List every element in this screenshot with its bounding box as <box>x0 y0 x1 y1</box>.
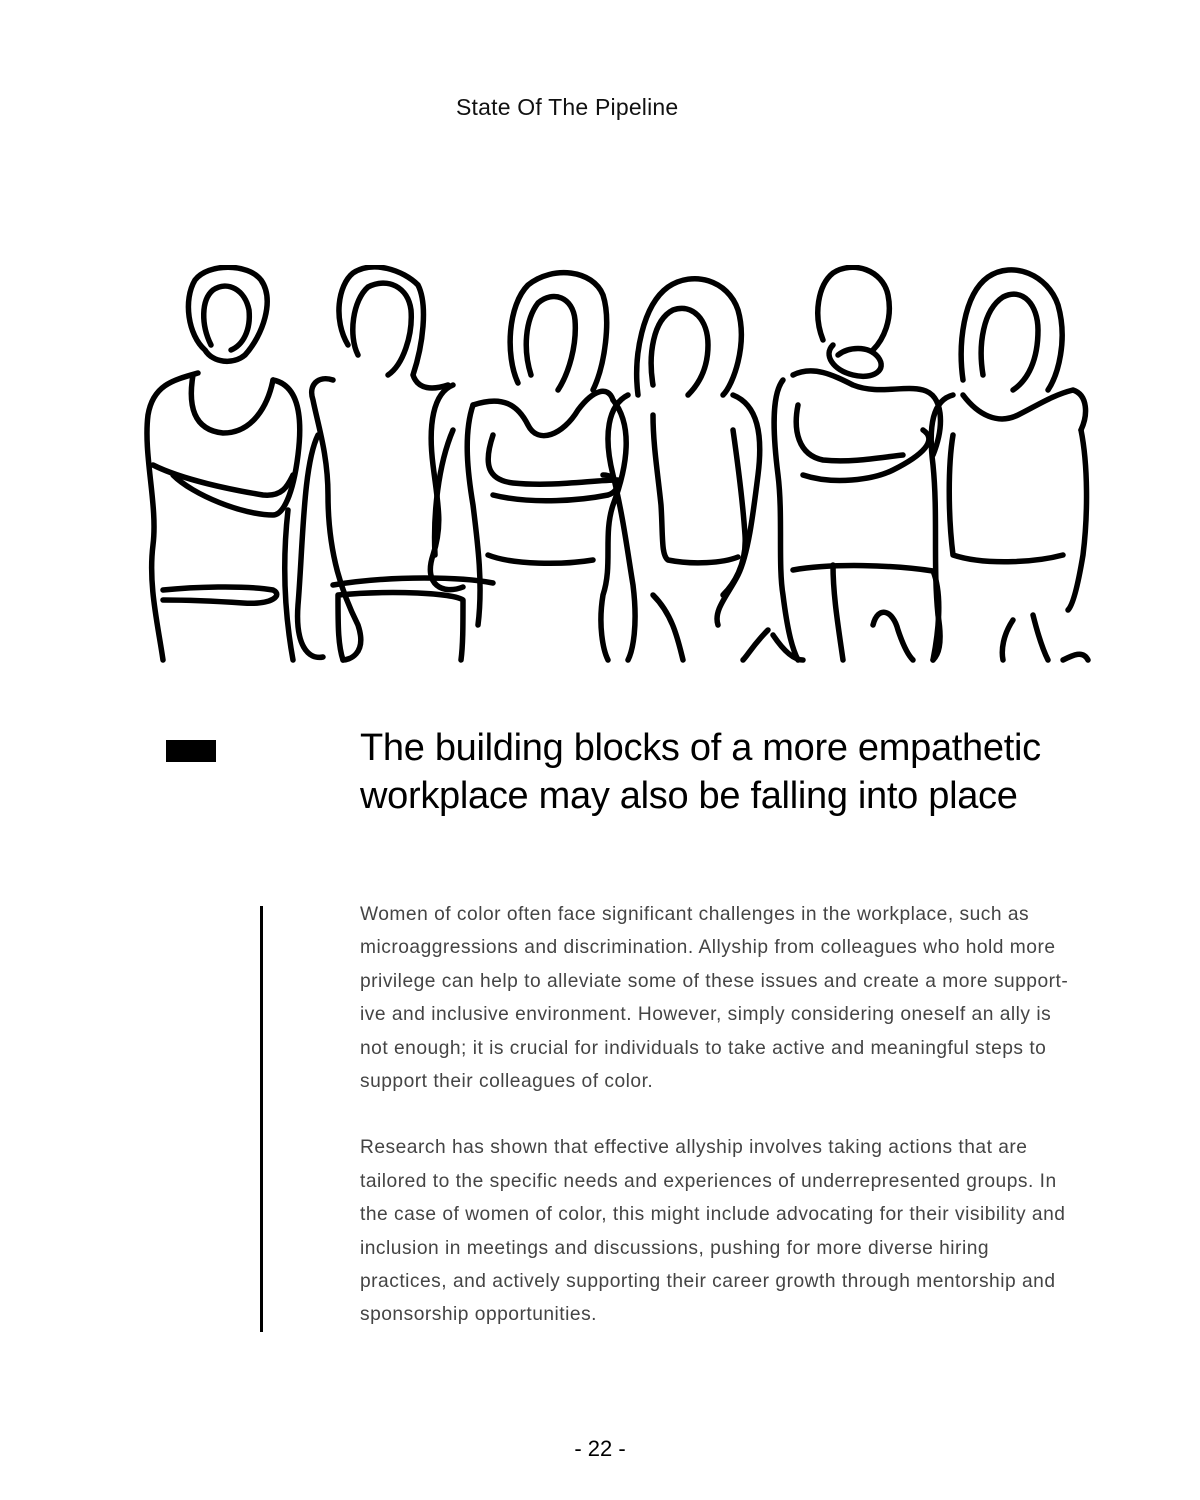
figure-2 <box>298 267 493 660</box>
text-line: not enough; it is crucial for individuals to take active and meaningful steps to <box>360 1037 1047 1059</box>
text-line: tailored to the specific needs and experiences of underrepresented groups. In <box>360 1170 1057 1192</box>
headline-line-1: The building blocks of a more empathetic <box>360 727 1041 769</box>
body-paragraph-2 <box>360 1131 1140 1331</box>
text-line: support their colleagues of color. <box>360 1071 654 1093</box>
accent-bar <box>166 740 216 762</box>
women-line-art-illustration <box>133 265 1113 665</box>
text-line: Women of color often face significant challenges in the workplace, such as <box>360 904 1030 925</box>
text-line: the case of women of color, this might include advocating for their visibility and <box>360 1204 1066 1226</box>
figure-1 <box>147 267 300 660</box>
page-number: - 22 - <box>574 1436 626 1461</box>
figure-6 <box>931 270 1088 660</box>
figure-4 <box>608 279 803 660</box>
body-text <box>360 898 1140 1365</box>
text-line: privilege can help to alleviate some of these issues and create a more support- <box>360 970 1069 992</box>
text-line: sponsorship opportunities. <box>360 1304 597 1326</box>
headline <box>360 724 1140 820</box>
text-line: microaggressions and discrimination. Allyship from colleagues who hold more <box>360 937 1056 959</box>
document-section-title: State Of The Pipeline <box>456 94 679 120</box>
vertical-rule <box>260 906 263 1332</box>
text-line: Research has shown that effective allyship involves taking actions that are <box>360 1137 1028 1159</box>
text-line: ive and inclusive environment. However, simply considering oneself an ally is <box>360 1004 1052 1026</box>
body-paragraph-1 <box>360 898 1140 1098</box>
figure-5 <box>774 267 940 660</box>
text-line: practices, and actively supporting their career growth through mentorship and <box>360 1271 1056 1293</box>
text-line: inclusion in meetings and discussions, pushing for more diverse hiring <box>360 1237 990 1259</box>
headline-line-2: workplace may also be falling into place <box>360 775 1018 817</box>
